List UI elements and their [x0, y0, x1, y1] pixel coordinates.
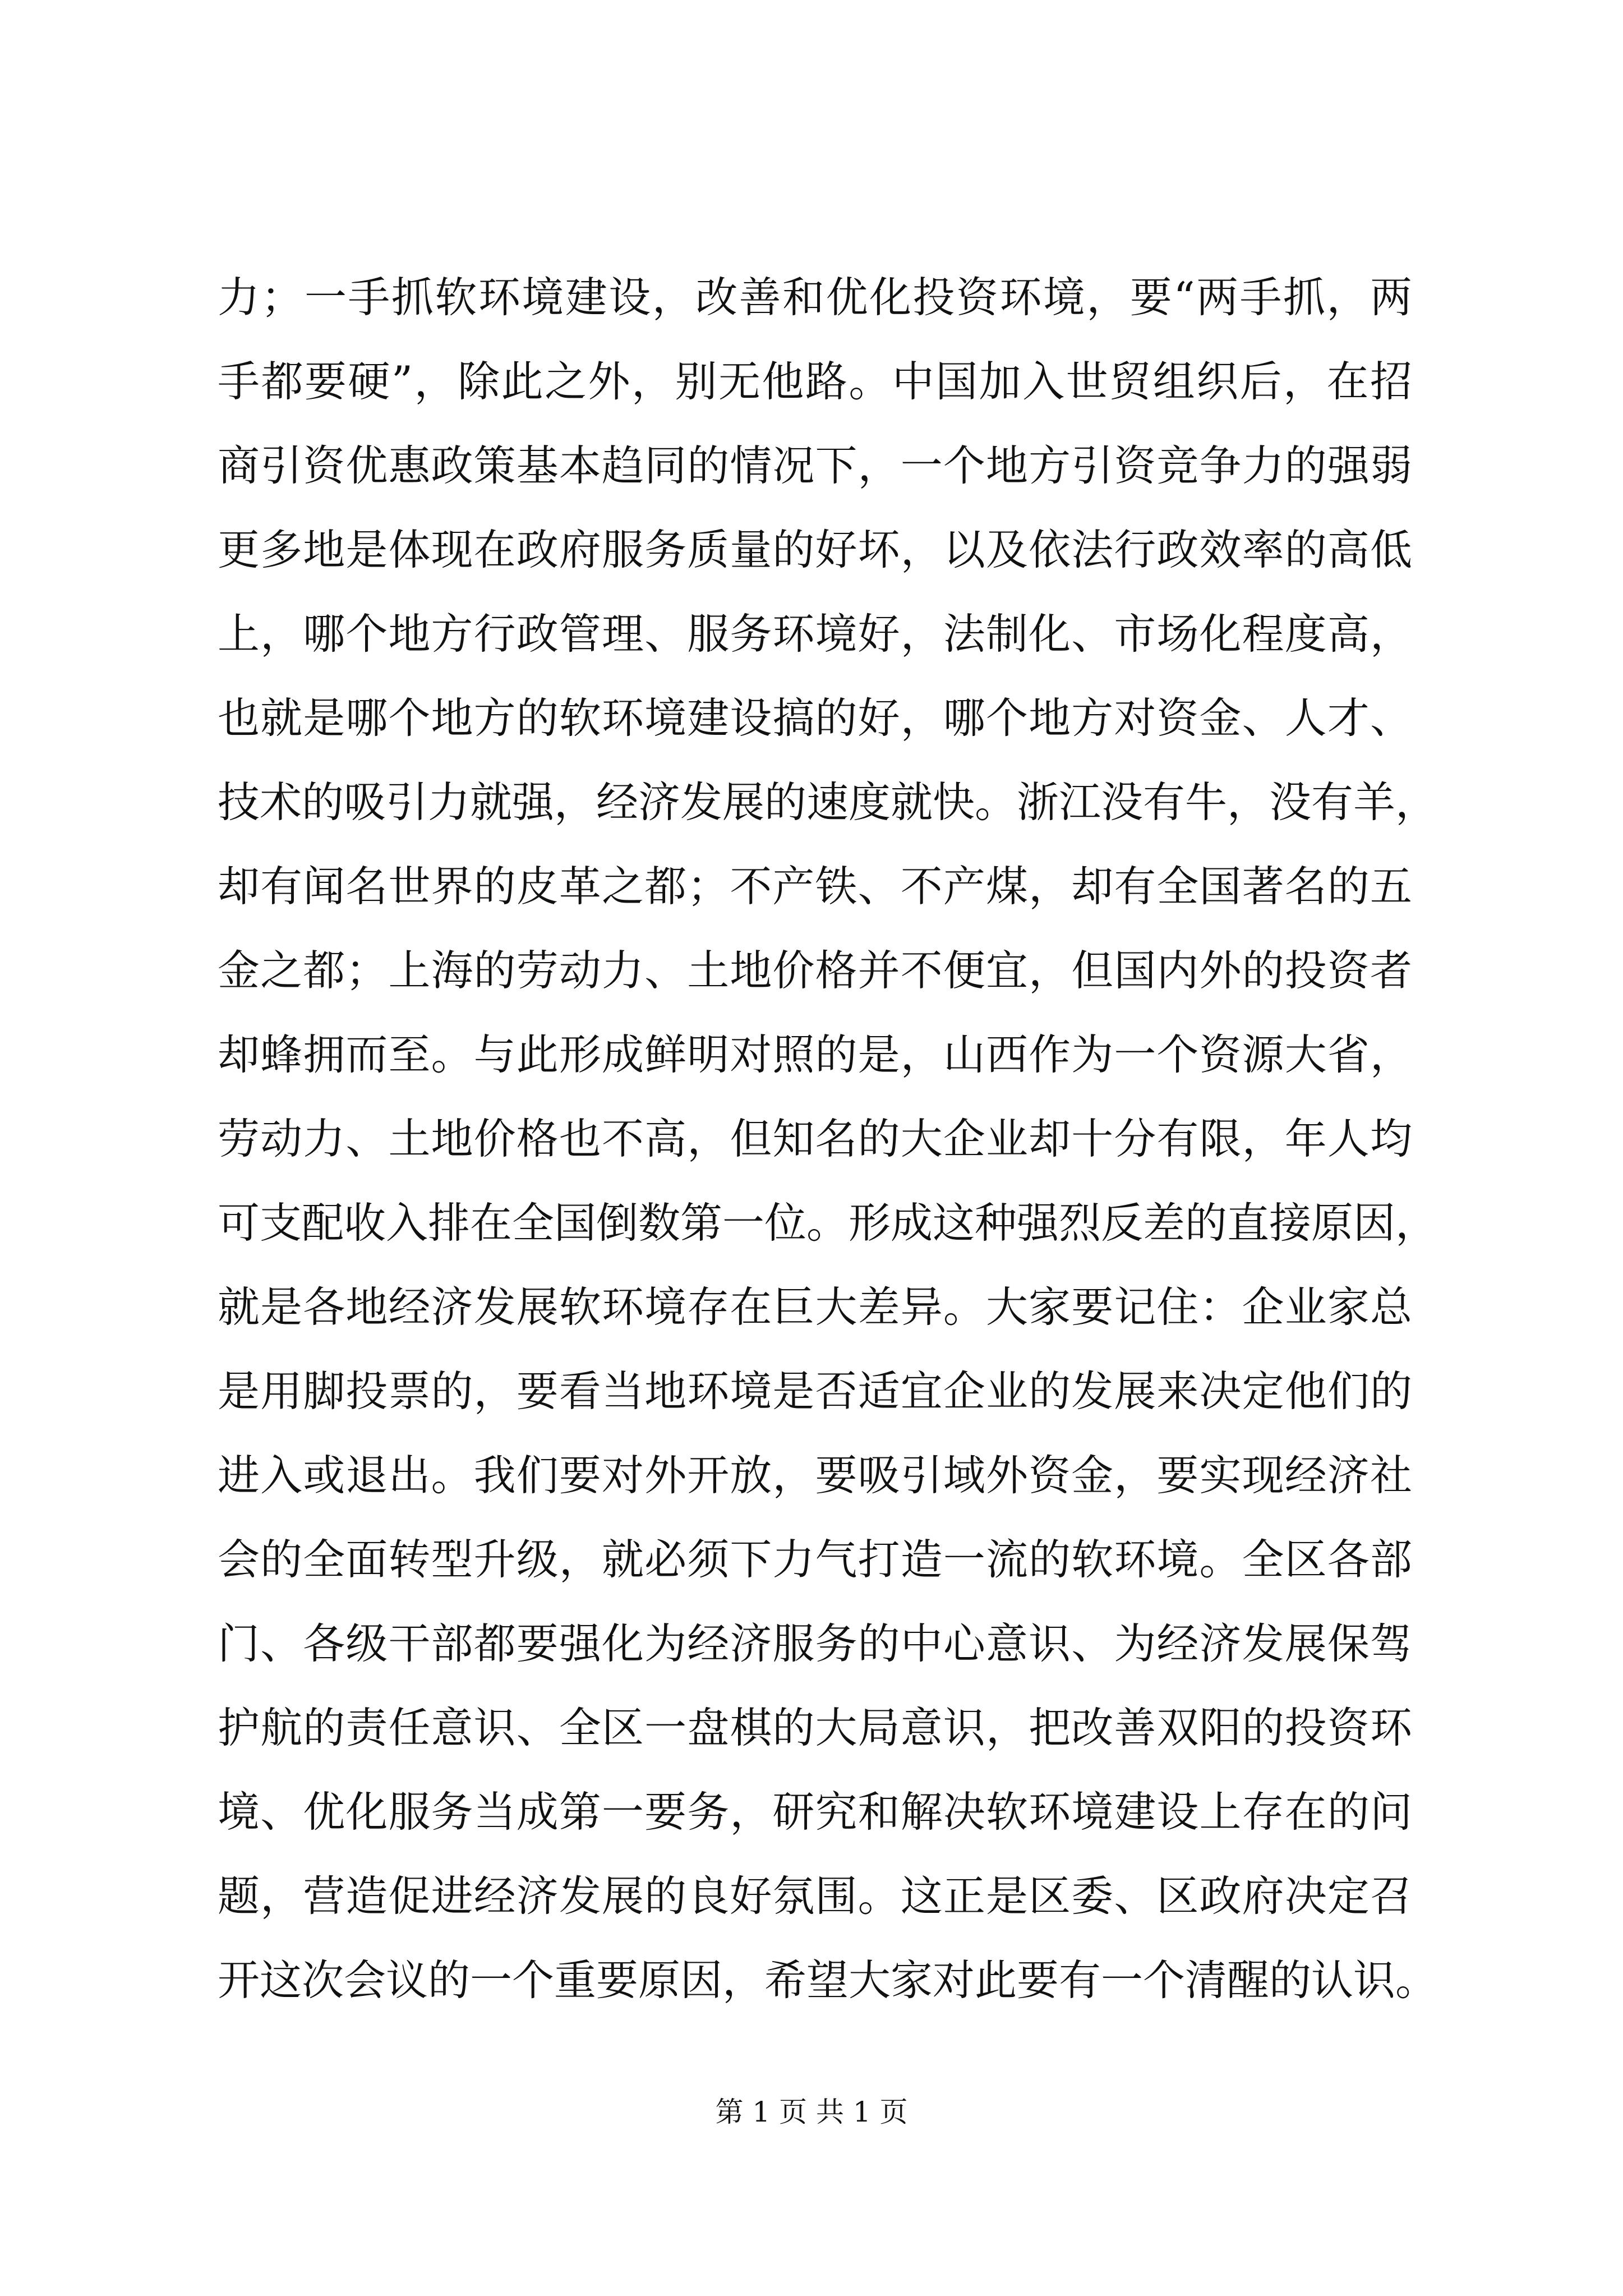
text-line: 会的全面转型升级，就必须下力气打造一流的软环境。全区各部 [218, 1535, 1412, 1584]
text-line: 就是各地经济发展软环境存在巨大差异。大家要记住：企业家总 [218, 1282, 1412, 1332]
text-line: 却蜂拥而至。与此形成鲜明对照的是，山西作为一个资源大省， [218, 1030, 1412, 1079]
body-paragraph [218, 255, 1438, 2022]
text-line: 是用脚投票的，要看当地环境是否适宜企业的发展来决定他们的 [218, 1366, 1412, 1416]
text-line: 力；一手抓软环境建设，改善和优化投资环境，要“两手抓，两 [218, 273, 1412, 322]
text-line: 开这次会议的一个重要原因，希望大家对此要有一个清醒的认识。 [218, 1955, 1438, 2005]
text-line: 进入或退出。我们要对外开放，要吸引域外资金，要实现经济社 [218, 1451, 1412, 1500]
text-line: 护航的责任意识、全区一盘棋的大局意识，把改善双阳的投资环 [218, 1703, 1412, 1752]
text-line: 手都要硬”，除此之外，别无他路。中国加入世贸组织后，在招 [218, 357, 1412, 406]
text-line: 劳动力、土地价格也不高，但知名的大企业却十分有限，年人均 [218, 1114, 1412, 1163]
text-line: 题，营造促进经济发展的良好氛围。这正是区委、区政府决定召 [218, 1871, 1412, 1921]
text-line: 境、优化服务当成第一要务，研究和解决软环境建设上存在的问 [218, 1787, 1412, 1837]
text-line: 更多地是体现在政府服务质量的好坏，以及依法行政效率的高低 [218, 525, 1412, 574]
text-line: 可支配收入排在全国倒数第一位。形成这种强烈反差的直接原因， [218, 1198, 1438, 1248]
page-number-footer: 第 1 页 共 1 页 [715, 2096, 908, 2128]
text-line: 却有闻名世界的皮革之都；不产铁、不产煤，却有全国著名的五 [218, 862, 1412, 911]
text-line: 商引资优惠政策基本趋同的情况下，一个地方引资竞争力的强弱 [218, 441, 1412, 490]
text-line: 也就是哪个地方的软环境建设搞的好，哪个地方对资金、人才、 [218, 693, 1412, 743]
text-line: 上，哪个地方行政管理、服务环境好，法制化、市场化程度高， [218, 609, 1412, 659]
text-line: 门、各级干部都要强化为经济服务的中心意识、为经济发展保驾 [218, 1619, 1412, 1668]
text-line: 技术的吸引力就强，经济发展的速度就快。浙江没有牛，没有羊， [218, 777, 1438, 827]
text-line: 金之都；上海的劳动力、土地价格并不便宜，但国内外的投资者 [218, 946, 1412, 995]
